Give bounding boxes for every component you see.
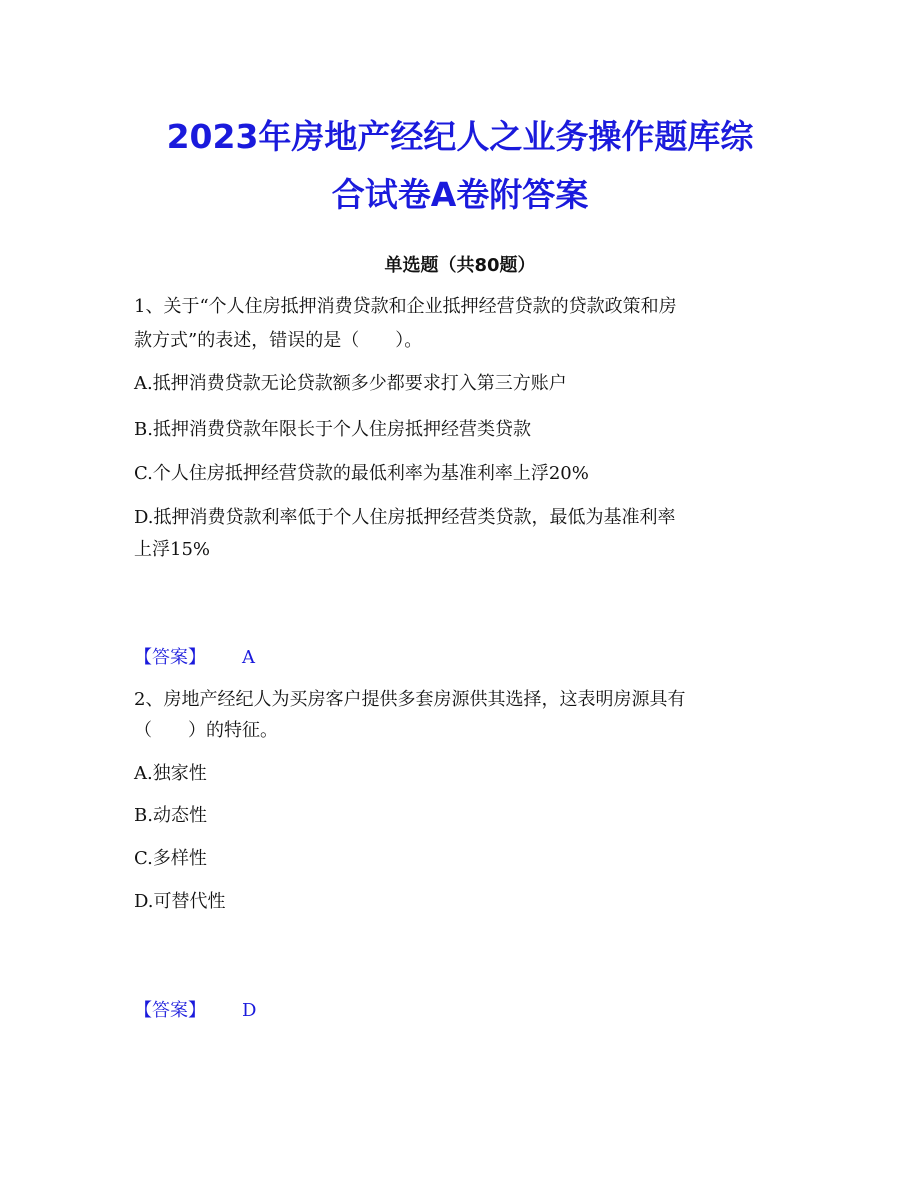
question-2-stem-line-1: 2、房地产经纪人为买房客户提供多套房源供其选择，这表明房源具有 [134,689,686,710]
question-2-option-c: C.多样性 [134,848,207,869]
question-1-option-d-continued: 上浮15% [134,539,211,560]
question-2-option-a: A.独家性 [134,763,207,784]
document-title [110,108,810,224]
title-line-2: 合试卷A卷附答案 [331,175,589,214]
section-heading: 单选题（共80题） [384,255,536,276]
answer-label: 【答案】 [134,647,206,668]
question-2-answer [134,996,256,1026]
question-2-stem-line-2: （ ）的特征。 [134,720,278,741]
question-1-answer [134,643,255,673]
question-1-option-c: C.个人住房抵押经营贷款的最低利率为基准利率上浮20% [134,463,589,484]
question-1-stem-line-2: 款方式”的表述，错误的是（ ）。 [134,330,423,351]
question-2-option-d: D.可替代性 [134,891,226,912]
answer-label: 【答案】 [134,1000,206,1021]
question-2-option-b: B.动态性 [134,805,207,826]
question-1-option-a: A.抵押消费贷款无论贷款额多少都要求打入第三方账户 [134,373,567,394]
question-1-option-b: B.抵押消费贷款年限长于个人住房抵押经营类贷款 [134,419,531,440]
question-1-option-d: D.抵押消费贷款利率低于个人住房抵押经营类贷款，最低为基准利率 [134,507,676,528]
answer-value: D [242,1000,257,1021]
answer-value: A [242,647,255,668]
title-line-1: 2023年房地产经纪人之业务操作题库综 [166,117,754,156]
question-1-stem-line-1: 1、关于“个人住房抵押消费贷款和企业抵押经营贷款的贷款政策和房 [134,296,677,317]
